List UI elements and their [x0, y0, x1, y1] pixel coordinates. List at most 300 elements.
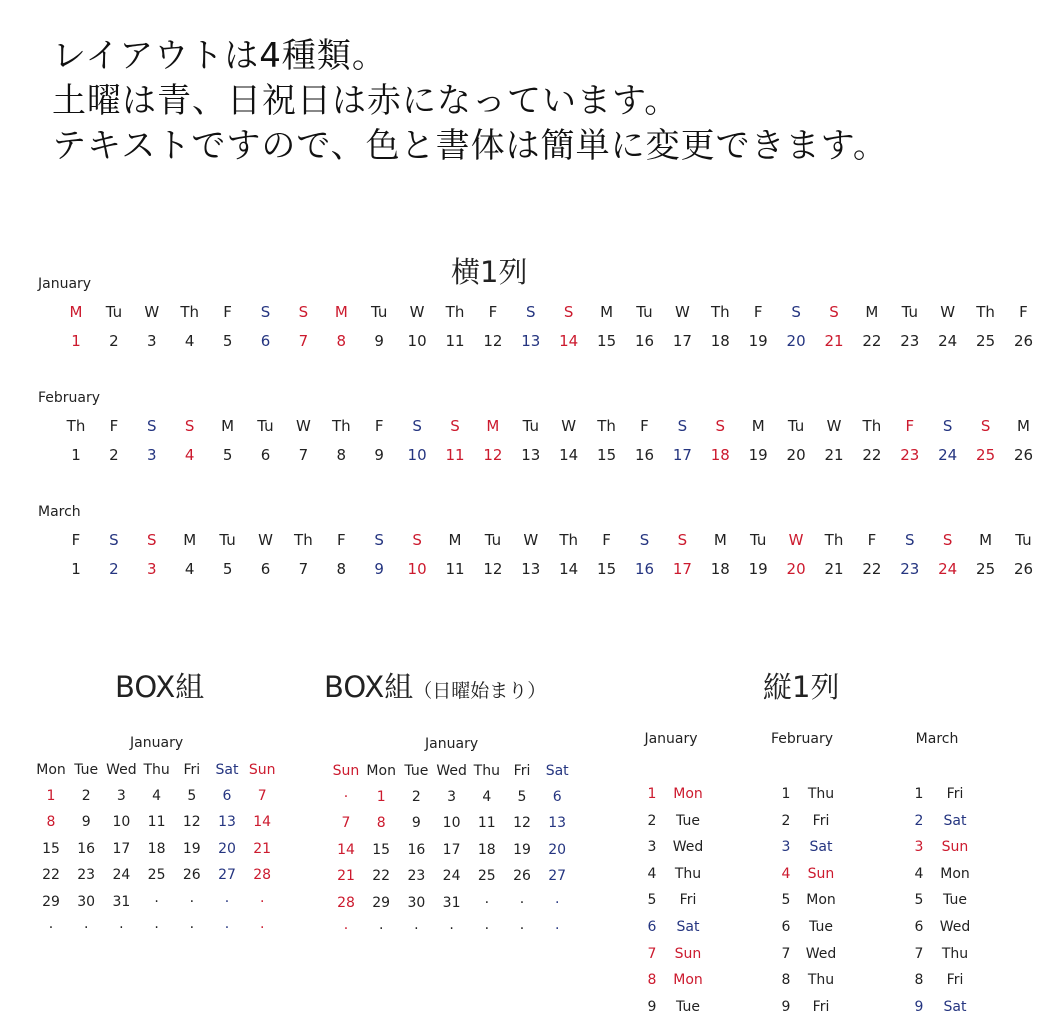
date-number: 22: [862, 560, 882, 578]
weekday-label: S: [791, 303, 801, 321]
weekday-label: S: [450, 417, 460, 435]
box-date-cell: 4: [152, 788, 162, 804]
box-weekday-header: Wed: [106, 762, 137, 778]
date-number: 8: [336, 446, 347, 464]
vertical-weekday-label: Mon: [940, 865, 970, 882]
weekday-label: F: [374, 417, 384, 435]
box-date-cell: 23: [77, 867, 96, 884]
box-date-cell: ·: [154, 920, 159, 936]
weekday-label: F: [488, 303, 498, 321]
vertical-date-number: 7: [914, 945, 924, 962]
date-number: 22: [862, 332, 882, 350]
weekday-label: Tu: [370, 303, 388, 321]
date-number: 21: [824, 332, 844, 350]
vertical-date-number: 5: [914, 892, 924, 909]
box-date-cell: 11: [147, 814, 166, 831]
box-date-cell: 12: [513, 815, 531, 832]
vertical-weekday-label: Mon: [673, 972, 703, 989]
weekday-label: M: [486, 417, 500, 435]
weekday-label: S: [374, 531, 384, 549]
vertical-weekday-label: Sat: [943, 812, 967, 829]
date-number: 14: [559, 446, 579, 464]
box-weekday-header: Tue: [404, 763, 429, 779]
box-date-cell: 1: [376, 789, 386, 805]
vertical-weekday-label: Wed: [672, 839, 704, 856]
weekday-label: Th: [445, 303, 465, 321]
date-number: 18: [710, 560, 730, 578]
vertical-weekday-label: Sat: [809, 839, 833, 856]
weekday-label: F: [867, 531, 877, 549]
box-date-cell: ·: [154, 893, 159, 910]
weekday-label: W: [144, 303, 160, 321]
date-number: 23: [900, 560, 920, 578]
box-date-cell: 7: [257, 788, 267, 804]
weekday-label: W: [940, 303, 956, 321]
box-weekday-header: Sat: [545, 763, 569, 779]
box-date-cell: 10: [442, 815, 461, 832]
vertical-date-number: 8: [914, 972, 924, 989]
date-number: 26: [1013, 560, 1034, 578]
weekday-label: Tu: [522, 417, 539, 435]
date-number: 26: [1013, 446, 1034, 464]
box-date-cell: ·: [554, 921, 560, 937]
date-number: 7: [298, 446, 309, 464]
weekday-label: F: [905, 417, 915, 435]
date-number: 16: [634, 560, 655, 578]
box-date-cell: 31: [112, 893, 131, 910]
date-number: 21: [824, 446, 844, 464]
weekday-label: S: [298, 303, 309, 321]
weekday-label: S: [639, 531, 650, 549]
date-number: 13: [521, 446, 541, 464]
date-number: 24: [938, 560, 958, 578]
weekday-label: Th: [66, 417, 86, 435]
weekday-label: Th: [976, 303, 995, 321]
vertical-weekday-label: Sun: [941, 839, 969, 856]
vertical-weekday-label: Mon: [806, 892, 836, 909]
vertical-date-number: 2: [781, 812, 791, 829]
box-date-cell: 30: [77, 893, 96, 910]
date-number: 20: [786, 332, 806, 350]
vertical-date-number: 6: [914, 919, 924, 935]
box-date-cell: 1: [46, 788, 56, 804]
weekday-label: M: [1017, 417, 1030, 435]
vertical-weekday-label: Wed: [805, 945, 837, 962]
weekday-label: W: [674, 303, 690, 321]
vertical-section-title: 縦1列: [763, 670, 840, 704]
date-number: 3: [147, 446, 157, 464]
date-number: 15: [597, 332, 617, 350]
date-number: 24: [938, 446, 958, 464]
vertical-weekday-label: Thu: [807, 786, 835, 802]
date-number: 19: [748, 332, 768, 350]
date-number: 19: [748, 446, 768, 464]
weekday-label: Tu: [484, 531, 502, 549]
date-number: 9: [374, 332, 384, 350]
weekday-label: W: [409, 303, 425, 321]
weekday-label: Tu: [1015, 531, 1032, 549]
box-sunday-section-title: [324, 665, 546, 706]
date-number: 1: [71, 332, 81, 350]
date-number: 12: [483, 332, 503, 350]
vertical-date-number: 7: [647, 945, 657, 962]
box-date-cell: ·: [83, 920, 89, 936]
box-date-cell: 22: [42, 867, 60, 884]
weekday-label: W: [788, 531, 804, 549]
vertical-month-label: January: [644, 731, 698, 747]
vertical-date-number: 2: [647, 812, 657, 829]
vertical-date-number: 3: [647, 839, 657, 856]
box-date-cell: 31: [442, 894, 461, 911]
date-number: 17: [672, 560, 692, 578]
weekday-label: Th: [824, 531, 844, 549]
date-number: 20: [786, 446, 806, 464]
vertical-weekday-label: Thu: [674, 865, 702, 882]
weekday-label: W: [258, 531, 273, 549]
vertical-date-number: 9: [781, 998, 791, 1015]
date-number: 16: [634, 446, 655, 464]
box-weekday-header: Wed: [436, 763, 467, 779]
date-number: 7: [298, 332, 309, 350]
date-number: 18: [710, 446, 730, 464]
vertical-date-number: 2: [914, 812, 924, 829]
weekday-label: W: [561, 417, 577, 435]
vertical-weekday-label: Sat: [943, 998, 967, 1015]
weekday-label: F: [753, 303, 763, 321]
date-number: 25: [976, 446, 996, 464]
weekday-label: Tu: [257, 417, 274, 435]
date-number: 23: [900, 446, 920, 464]
box-weekday-header: Sun: [248, 762, 276, 778]
box-date-cell: ·: [119, 920, 124, 936]
box-date-cell: 26: [513, 868, 531, 885]
vertical-weekday-label: Tue: [943, 892, 967, 909]
date-number: 13: [521, 332, 541, 350]
date-number: 22: [862, 446, 882, 464]
vertical-weekday-label: Fri: [812, 998, 830, 1015]
weekday-label: W: [523, 531, 539, 549]
box-date-cell: 3: [116, 788, 126, 804]
box-date-cell: ·: [484, 921, 490, 937]
horizontal-section-title: 横1列: [451, 255, 528, 289]
date-number: 4: [184, 446, 195, 464]
weekday-label: F: [1019, 303, 1028, 321]
date-number: 15: [597, 446, 617, 464]
box-date-cell: 3: [447, 789, 457, 805]
date-number: 18: [710, 332, 730, 350]
weekday-label: M: [713, 531, 727, 549]
weekday-label: Tu: [749, 531, 767, 549]
vertical-weekday-label: Sun: [674, 945, 702, 962]
date-number: 5: [222, 560, 233, 578]
box-date-cell: 15: [372, 841, 391, 858]
box-date-cell: 20: [548, 841, 567, 858]
date-number: 4: [184, 332, 195, 350]
box-date-cell: 16: [407, 841, 426, 858]
vertical-date-number: 5: [647, 892, 657, 909]
box-date-cell: ·: [224, 893, 230, 910]
box-weekday-header: Mon: [366, 763, 396, 779]
date-number: 15: [597, 560, 617, 578]
weekday-label: F: [602, 531, 611, 549]
date-number: 6: [260, 446, 271, 464]
vertical-weekday-label: Sat: [676, 919, 700, 935]
box-date-cell: 22: [372, 868, 391, 885]
weekday-label: Tu: [901, 303, 918, 321]
weekday-label: S: [942, 531, 953, 549]
vertical-date-number: 1: [914, 786, 924, 802]
weekday-label: W: [826, 417, 842, 435]
box-date-cell: ·: [189, 920, 195, 936]
date-number: 17: [672, 332, 692, 350]
date-number: 10: [407, 332, 427, 350]
box-weekday-header: Thu: [143, 762, 170, 778]
box-weekday-header: Fri: [513, 763, 531, 779]
vertical-weekday-label: Fri: [812, 812, 830, 829]
box-date-cell: ·: [554, 894, 560, 911]
date-number: 14: [559, 560, 579, 578]
box-section-title: BOX組: [115, 670, 205, 704]
box-date-cell: 28: [337, 894, 355, 911]
box-date-cell: 13: [548, 815, 567, 832]
box-date-cell: 9: [81, 814, 91, 831]
weekday-label: F: [640, 417, 649, 435]
weekday-label: Th: [597, 417, 616, 435]
box-date-cell: ·: [224, 920, 230, 936]
month-label: January: [38, 276, 92, 292]
weekday-label: S: [905, 531, 915, 549]
date-number: 10: [407, 560, 427, 578]
box-date-cell: 12: [182, 814, 201, 831]
box-date-cell: 19: [182, 840, 201, 857]
weekday-label: S: [412, 417, 422, 435]
vertical-month-label: March: [915, 731, 959, 747]
date-number: 11: [445, 446, 465, 464]
vertical-weekday-label: Fri: [946, 786, 964, 802]
vertical-date-number: 4: [914, 865, 924, 882]
weekday-label: M: [600, 303, 614, 321]
vertical-date-number: 6: [781, 919, 791, 935]
vertical-date-number: 7: [781, 945, 791, 962]
vertical-weekday-label: Tue: [809, 919, 833, 935]
box-weekday-header: Mon: [36, 762, 66, 778]
weekday-label: F: [223, 303, 232, 321]
weekday-label: M: [751, 417, 765, 435]
vertical-date-number: 4: [781, 865, 791, 882]
box-date-cell: 24: [112, 867, 131, 884]
vertical-date-number: 5: [781, 892, 791, 909]
date-number: 10: [407, 446, 427, 464]
vertical-weekday-label: Thu: [941, 945, 969, 962]
vertical-weekday-label: Tue: [676, 998, 700, 1015]
vertical-date-number: 3: [914, 839, 924, 856]
box-weekday-header: Thu: [473, 763, 500, 779]
vertical-date-number: 1: [647, 786, 657, 802]
vertical-weekday-label: Fri: [946, 972, 964, 989]
box-date-cell: 4: [482, 789, 492, 805]
weekday-label: S: [829, 303, 839, 321]
weekday-label: S: [260, 303, 271, 321]
box-date-cell: 13: [218, 814, 236, 831]
box-date-cell: 8: [46, 814, 56, 831]
weekday-label: Th: [331, 417, 351, 435]
vertical-weekday-label: Wed: [939, 919, 971, 935]
box-month-label: January: [130, 735, 184, 751]
weekday-label: Tu: [636, 303, 653, 321]
date-number: 9: [374, 560, 384, 578]
date-number: 2: [109, 560, 119, 578]
weekday-label: Th: [559, 531, 579, 549]
box-date-cell: 18: [477, 841, 496, 858]
weekday-label: M: [334, 303, 348, 321]
weekday-label: S: [184, 417, 195, 435]
box-month-label: January: [425, 736, 479, 752]
weekday-label: S: [412, 531, 422, 549]
box-sunday-title: BOX組: [324, 670, 414, 704]
vertical-date-number: 9: [914, 998, 924, 1015]
box-date-cell: ·: [259, 893, 265, 910]
intro-line-3: テキストですので、色と書体は簡単に変更できます。: [52, 126, 888, 166]
intro-text: [52, 34, 888, 169]
vertical-weekday-label: Mon: [673, 786, 703, 802]
box-date-cell: 15: [42, 840, 60, 857]
date-number: 25: [976, 332, 996, 350]
box-date-cell: 26: [182, 867, 201, 884]
date-number: 19: [748, 560, 768, 578]
box-date-cell: 21: [337, 868, 355, 885]
box-sunday-subtitle: （日曜始まり）: [413, 680, 547, 702]
box-date-cell: ·: [449, 921, 454, 937]
weekday-label: Th: [862, 417, 882, 435]
vertical-weekday-label: Sun: [807, 865, 835, 882]
date-number: 12: [483, 446, 503, 464]
box-date-cell: ·: [189, 893, 195, 910]
box-date-cell: 17: [442, 841, 461, 858]
weekday-label: S: [109, 531, 119, 549]
vertical-date-number: 1: [781, 786, 791, 802]
box-date-cell: 16: [77, 840, 96, 857]
box-date-cell: 6: [552, 789, 562, 805]
box-date-cell: 18: [147, 840, 166, 857]
date-number: 16: [634, 332, 655, 350]
weekday-label: S: [942, 417, 953, 435]
date-number: 14: [559, 332, 579, 350]
box-date-cell: 10: [112, 814, 131, 831]
weekday-label: Tu: [219, 531, 236, 549]
weekday-label: S: [980, 417, 991, 435]
weekday-label: S: [677, 531, 688, 549]
box-date-cell: 14: [253, 814, 272, 831]
weekday-label: S: [147, 531, 157, 549]
intro-line-2: 土曜は青、日祝日は赤になっています。: [52, 81, 680, 121]
weekday-label: M: [221, 417, 235, 435]
box-date-cell: 14: [337, 841, 355, 858]
weekday-label: M: [183, 531, 197, 549]
box-date-cell: ·: [519, 894, 525, 911]
box-date-cell: 24: [442, 868, 461, 885]
weekday-label: S: [715, 417, 726, 435]
date-number: 8: [336, 560, 347, 578]
date-number: 11: [445, 332, 465, 350]
weekday-label: F: [109, 417, 119, 435]
weekday-label: S: [563, 303, 574, 321]
box-date-cell: 21: [253, 840, 272, 857]
box-date-cell: 27: [218, 867, 236, 884]
box-date-cell: ·: [343, 789, 349, 805]
box-date-cell: ·: [343, 921, 349, 937]
month-label: February: [38, 390, 101, 406]
vertical-weekday-label: Tue: [676, 812, 700, 829]
vertical-month-label: February: [770, 731, 834, 747]
box-weekday-header: Tue: [74, 762, 99, 778]
date-number: 3: [147, 332, 157, 350]
box-date-cell: ·: [378, 921, 384, 937]
vertical-weekday-label: Thu: [807, 972, 835, 989]
box-date-cell: 6: [222, 788, 232, 804]
box-date-cell: 25: [147, 867, 166, 884]
box-date-cell: 19: [513, 841, 531, 858]
box-date-cell: ·: [48, 920, 54, 936]
box-date-cell: 29: [42, 893, 60, 910]
date-number: 2: [109, 332, 119, 350]
box-date-cell: 23: [407, 868, 426, 885]
weekday-label: F: [336, 531, 346, 549]
weekday-label: M: [69, 303, 83, 321]
date-number: 21: [824, 560, 844, 578]
date-number: 23: [900, 332, 920, 350]
box-date-cell: 29: [372, 894, 391, 911]
weekday-label: S: [526, 303, 536, 321]
box-date-cell: 9: [411, 815, 421, 832]
box-date-cell: 17: [112, 840, 131, 857]
weekday-label: Tu: [787, 417, 805, 435]
box-weekday-header: Sun: [332, 763, 360, 779]
vertical-date-number: 9: [647, 998, 657, 1015]
box-date-cell: 30: [407, 894, 426, 911]
weekday-label: Th: [180, 303, 200, 321]
vertical-date-number: 6: [647, 919, 657, 935]
date-number: 6: [260, 332, 271, 350]
box-date-cell: 28: [253, 867, 272, 884]
weekday-label: F: [71, 531, 81, 549]
box-weekday-header: Fri: [183, 762, 201, 778]
box-weekday-header: Sat: [215, 762, 239, 778]
date-number: 5: [222, 446, 233, 464]
vertical-date-number: 3: [781, 839, 791, 856]
date-number: 6: [260, 560, 271, 578]
date-number: 24: [938, 332, 958, 350]
weekday-label: M: [448, 531, 462, 549]
date-number: 11: [445, 560, 465, 578]
date-number: 9: [374, 446, 384, 464]
date-number: 1: [71, 446, 81, 464]
date-number: 8: [336, 332, 347, 350]
date-number: 1: [71, 560, 81, 578]
date-number: 12: [483, 560, 503, 578]
date-number: 17: [672, 446, 692, 464]
box-date-cell: 2: [411, 789, 421, 805]
date-number: 3: [147, 560, 157, 578]
date-number: 20: [786, 560, 806, 578]
box-date-cell: ·: [414, 921, 419, 937]
weekday-label: W: [295, 417, 311, 435]
box-date-cell: ·: [259, 920, 265, 936]
vertical-date-number: 4: [647, 865, 657, 882]
weekday-label: Tu: [105, 303, 123, 321]
date-number: 2: [109, 446, 119, 464]
box-date-cell: 20: [218, 840, 236, 857]
month-label: March: [38, 504, 81, 520]
